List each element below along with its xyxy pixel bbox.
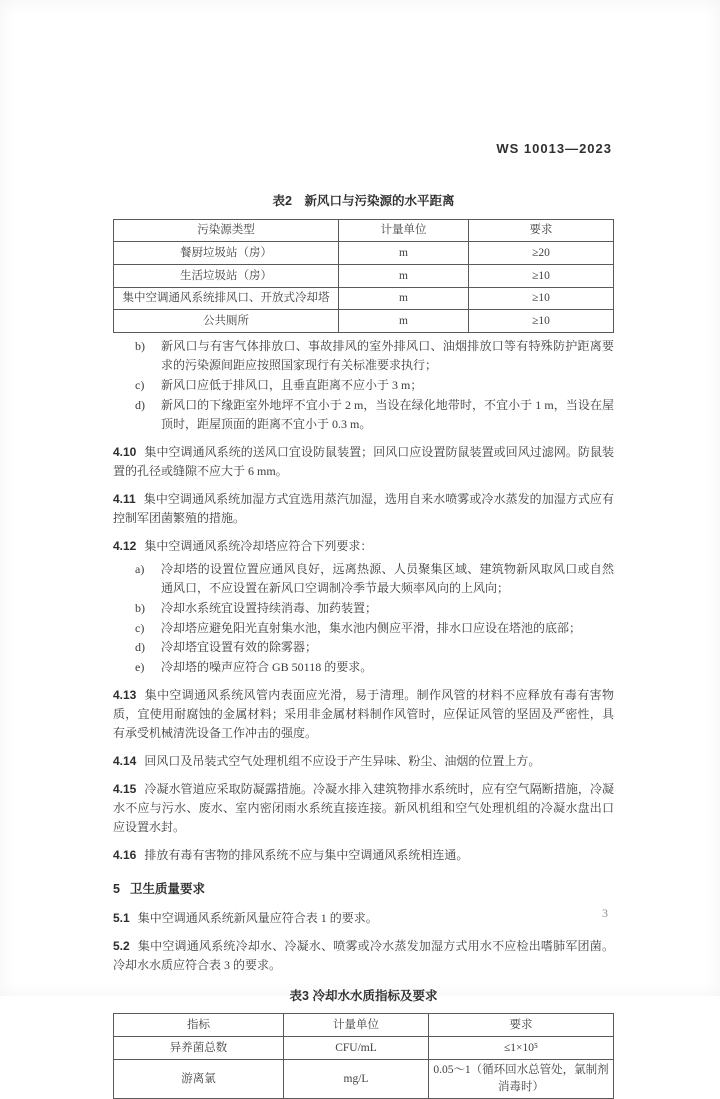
table-cell: 集中空调通风系统排风口、开放式冷却塔 [114, 287, 339, 310]
table3-col-indicator: 指标 [114, 1014, 284, 1037]
clause-text: 集中空调通风系统加湿方式宜选用蒸汽加湿，选用自来水喷雾或冷水蒸发的加湿方式应有控制军团菌繁殖的措施。 [113, 491, 614, 525]
table3-title: 表3 冷却水水质指标及要求 [289, 988, 438, 1003]
list-text: 新风口的下缘距室外地坪不宜小于 2 m，当设在绿化地带时，不宜小于 1 m，当设在屋顶时，距屋顶面的距离不宜小于 0.3 m。 [161, 397, 614, 431]
section-5-heading [113, 880, 614, 900]
list-text: 冷却水系统宜设置持续消毒、加药装置； [161, 600, 378, 615]
clause-4-12 [113, 537, 614, 556]
table-cell: m [339, 287, 469, 310]
list-text: 冷却塔的噪声应符合 GB 50118 的要求。 [161, 660, 373, 675]
table3 [113, 1013, 614, 1099]
list-marker: e) [135, 660, 145, 675]
clause-text: 集中空调通风系统冷却塔应符合下列要求： [144, 538, 373, 553]
table-cell: m [339, 265, 469, 288]
clause-number: 5.1 [113, 910, 130, 925]
clause-5-1 [113, 909, 614, 928]
clause-text: 回风口及吊装式空气处理机组不应设于产生异味、粉尘、油烟的位置上方。 [144, 754, 541, 769]
clause-text: 集中空调通风系统新风量应符合表 1 的要求。 [137, 910, 378, 925]
table3-block [113, 987, 614, 1099]
list-item-c [113, 619, 614, 638]
table-cell: 0.05～1（循环回水总管处，氯制剂消毒时） [429, 1059, 614, 1098]
table-cell: ≥10 [469, 287, 614, 310]
list-4-12 [113, 560, 614, 678]
list-text: 冷却塔宜设置有效的除雾器； [161, 640, 318, 655]
table2-title: 表2 新风口与污染源的水平距离 [272, 194, 455, 208]
table-cell: ≥10 [469, 310, 614, 333]
table-row [114, 310, 614, 333]
table2-col-source: 污染源类型 [114, 219, 339, 242]
page-number: 3 [602, 906, 608, 920]
clause-4-10 [113, 443, 614, 481]
list-marker: b) [135, 600, 145, 615]
standard-number: WS 10013—2023 [496, 141, 612, 156]
table-row [114, 287, 614, 310]
table-cell: ≥10 [469, 265, 614, 288]
clause-4-14 [113, 752, 614, 771]
list-marker: c) [135, 378, 145, 393]
table-row [114, 1059, 614, 1098]
clause-5-2 [113, 937, 614, 975]
table2-col-req: 要求 [469, 219, 614, 242]
table2-col-unit: 计量单位 [339, 219, 469, 242]
list-marker: b) [135, 339, 145, 354]
table-cell: 游离氯 [114, 1059, 284, 1098]
table2-header-row [114, 219, 614, 242]
list-text: 新风口应低于排风口，且垂直距离不应小于 3 m； [161, 378, 423, 393]
list-after-table2 [113, 337, 614, 434]
clause-text: 集中空调通风系统风管内表面应光滑，易于清理。制作风管的材料不应释放有毒有害物质，宜使用耐腐蚀的金属材料；采用非金属材料制作风管时，应保证风管的坚固及严密性，具有承受机械清洗设备工作冲击的强度。 [113, 688, 614, 741]
clause-text: 集中空调通风系统的送风口宜设防鼠装置；回风口应设置防鼠装置或回风过滤网。防鼠装置的孔径或缝隙不应大于 6 mm。 [113, 444, 614, 478]
list-text: 冷却塔的设置位置应通风良好，远离热源、人员聚集区域、建筑物新风取风口或自然通风口，不应设置在新风口空调制冷季节最大频率风向的上风向； [161, 561, 614, 595]
clause-text: 排放有毒有害物的排风系统不应与集中空调通风系统相连通。 [144, 848, 469, 863]
table-cell: m [339, 310, 469, 333]
list-item-d [113, 396, 614, 434]
list-text: 新风口与有害气体排放口、事故排风的室外排风口、油烟排放口等有特殊防护距离要求的污染源间距应按照国家现行有关标准要求执行； [161, 339, 614, 373]
table2 [113, 219, 614, 333]
clause-number: 4.12 [113, 538, 137, 553]
clause-number: 5.2 [113, 938, 130, 953]
list-item-a [113, 560, 614, 598]
list-item-e [113, 658, 614, 677]
table-row [114, 242, 614, 265]
section-title: 卫生质量要求 [129, 881, 205, 896]
clause-number: 4.11 [113, 491, 136, 506]
clause-4-11 [113, 490, 614, 528]
list-marker: d) [135, 640, 145, 655]
table-row [114, 1037, 614, 1060]
list-marker: a) [135, 561, 145, 576]
clause-number: 4.16 [113, 848, 137, 863]
page-content [113, 192, 614, 1099]
list-item-c [113, 376, 614, 395]
clause-number: 4.13 [113, 688, 137, 703]
clause-number: 4.15 [113, 782, 137, 797]
table-cell: ≥20 [469, 242, 614, 265]
list-marker: d) [135, 397, 145, 412]
list-item-b [113, 337, 614, 375]
list-item-b [113, 599, 614, 618]
table-cell: ≤1×10⁵ [429, 1037, 614, 1060]
table-cell: CFU/mL [284, 1037, 429, 1060]
table-cell: 生活垃圾站（房） [114, 265, 339, 288]
table-cell: mg/L [284, 1059, 429, 1098]
list-item-d [113, 638, 614, 657]
table3-col-req: 要求 [429, 1014, 614, 1037]
clause-number: 4.14 [113, 754, 137, 769]
clause-text: 集中空调通风系统冷却水、冷凝水、喷雾或冷水蒸发加湿方式用水不应检出嗜肺军团菌。冷却水水质应符合表 3 的要求。 [113, 938, 614, 972]
table-cell: 公共厕所 [114, 310, 339, 333]
list-text: 冷却塔应避免阳光直射集水池，集水池内侧应平滑，排水口应设在塔池的底部； [161, 620, 582, 635]
table3-header-row [114, 1014, 614, 1037]
clause-4-13 [113, 686, 614, 743]
list-marker: c) [135, 620, 145, 635]
clause-4-15 [113, 780, 614, 837]
table3-col-unit: 计量单位 [284, 1014, 429, 1037]
table-cell: 餐厨垃圾站（房） [114, 242, 339, 265]
table-cell: 异养菌总数 [114, 1037, 284, 1060]
table-row [114, 265, 614, 288]
clause-number: 4.10 [113, 444, 137, 459]
clause-4-16 [113, 846, 614, 865]
section-number: 5 [113, 881, 120, 896]
table-cell: m [339, 242, 469, 265]
clause-text: 冷凝水管道应采取防凝露措施。冷凝水排入建筑物排水系统时，应有空气隔断措施，冷凝水不应与污水、废水、室内密闭雨水系统直接连接。新风机组和空气处理机组的冷凝水盘出口应设置水封。 [113, 782, 614, 835]
